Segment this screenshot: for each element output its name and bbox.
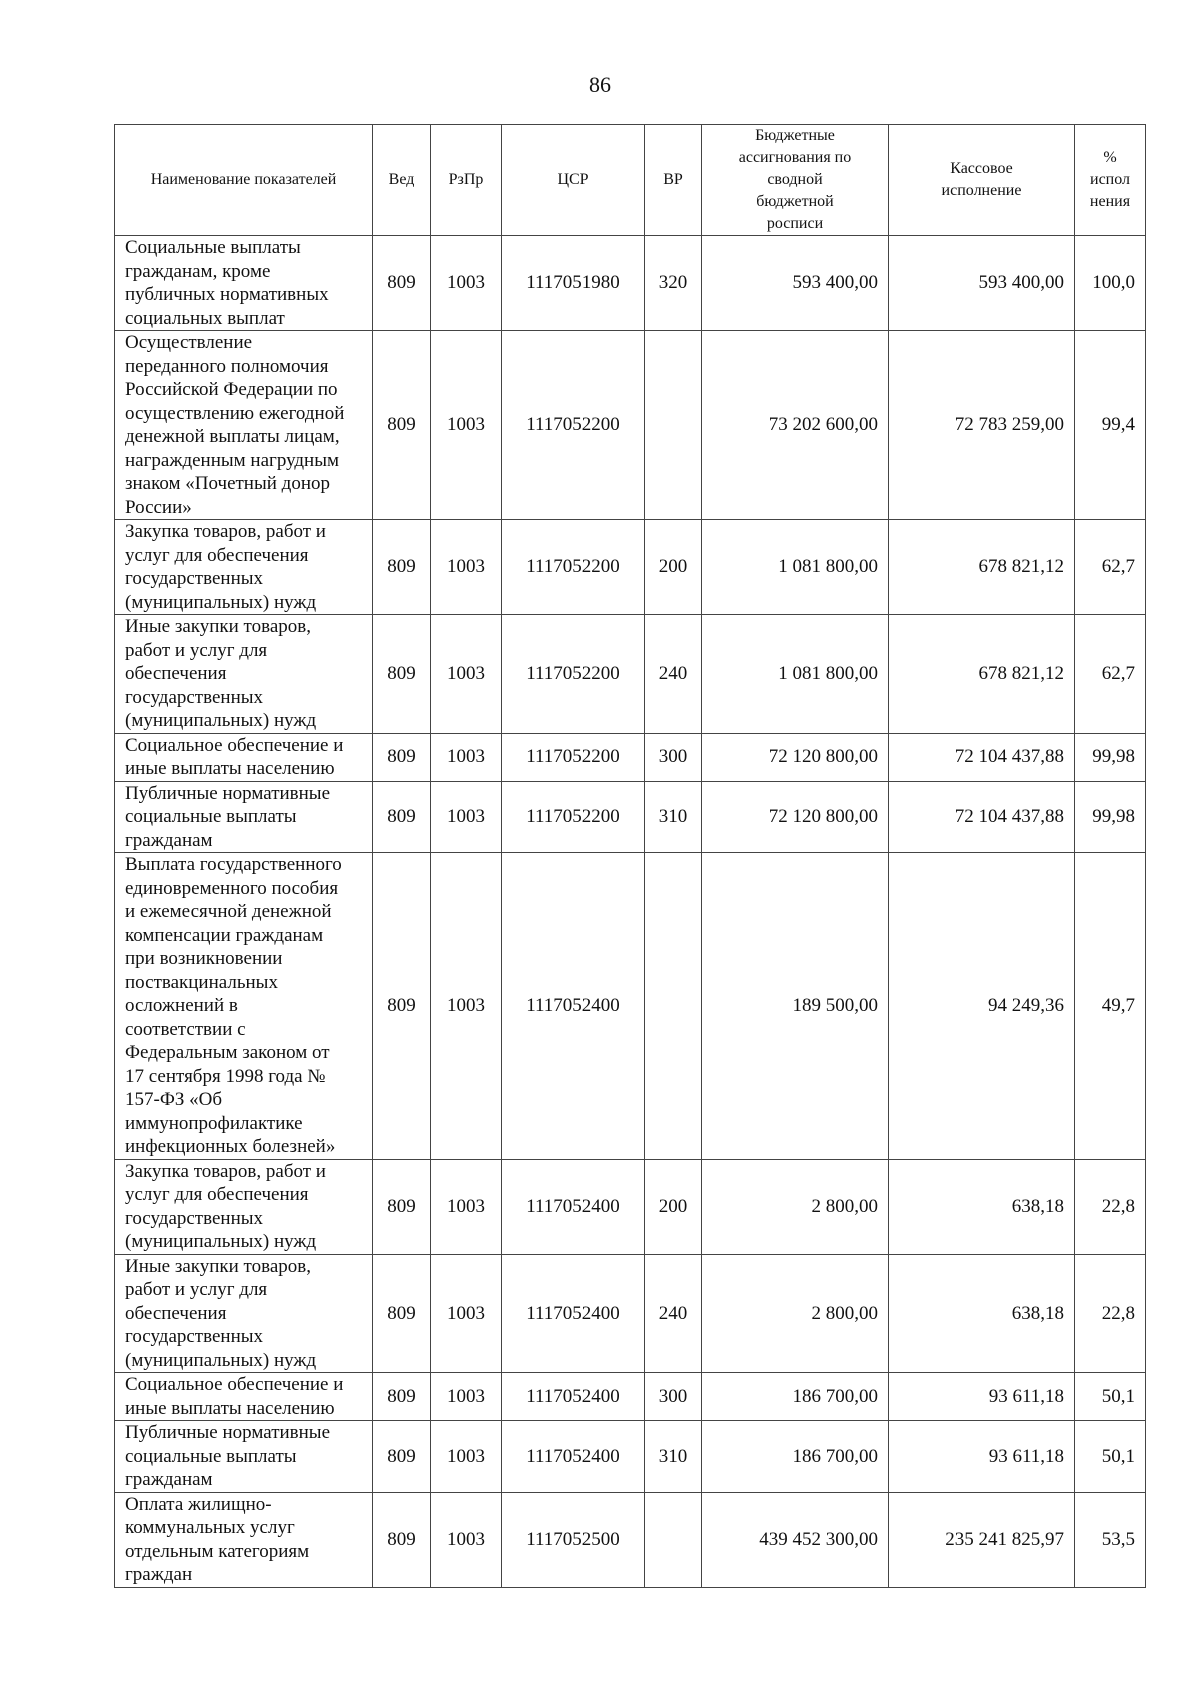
cell-ved: 809: [373, 615, 431, 734]
table-row: [115, 733, 1146, 781]
cell-pct: 99,98: [1075, 733, 1146, 781]
cell-budget: 593 400,00: [702, 236, 889, 331]
cell-vr: [645, 1492, 702, 1587]
cell-pct: 50,1: [1075, 1373, 1146, 1421]
cell-name: Социальные выплаты гражданам, кроме публичных нормативных социальных выплат: [115, 236, 373, 331]
cell-vr: 300: [645, 733, 702, 781]
cell-name: Иные закупки товаров, работ и услуг для обеспечения государственных (муниципальных) нужд: [115, 1254, 373, 1373]
table-row: [115, 615, 1146, 734]
cell-csr: 1117052200: [502, 615, 645, 734]
cell-ved: 809: [373, 781, 431, 853]
cell-cash: 235 241 825,97: [889, 1492, 1075, 1587]
table-row: [115, 1254, 1146, 1373]
cell-pct: 100,0: [1075, 236, 1146, 331]
cell-rzpr: 1003: [431, 331, 502, 520]
header-name: Наименование показателей: [115, 125, 373, 236]
cell-vr: 320: [645, 236, 702, 331]
page-number: 86: [589, 72, 611, 97]
cell-csr: 1117052200: [502, 781, 645, 853]
table-row: [115, 853, 1146, 1160]
cell-pct: 50,1: [1075, 1421, 1146, 1493]
cell-pct: 62,7: [1075, 615, 1146, 734]
cell-csr: 1117052400: [502, 853, 645, 1160]
cell-pct: 22,8: [1075, 1254, 1146, 1373]
cell-budget: 439 452 300,00: [702, 1492, 889, 1587]
cell-budget: 1 081 800,00: [702, 520, 889, 615]
header-csr: ЦСР: [502, 125, 645, 236]
cell-name: Публичные нормативные социальные выплаты гражданам: [115, 781, 373, 853]
cell-vr: 240: [645, 1254, 702, 1373]
cell-name: Закупка товаров, работ и услуг для обеспечения государственных (муниципальных) нужд: [115, 520, 373, 615]
cell-budget: 72 120 800,00: [702, 733, 889, 781]
cell-name: Закупка товаров, работ и услуг для обеспечения государственных (муниципальных) нужд: [115, 1159, 373, 1254]
cell-pct: 62,7: [1075, 520, 1146, 615]
cell-ved: 809: [373, 733, 431, 781]
cell-vr: 310: [645, 781, 702, 853]
cell-ved: 809: [373, 853, 431, 1160]
cell-cash: 638,18: [889, 1159, 1075, 1254]
cell-name: Осуществление переданного полномочия Российской Федерации по осуществлению ежегодной денежной выплаты лицам, награжденным нагрудным знаком «Почетный донор России»: [115, 331, 373, 520]
cell-budget: 2 800,00: [702, 1254, 889, 1373]
cell-rzpr: 1003: [431, 1159, 502, 1254]
cell-ved: 809: [373, 520, 431, 615]
cell-name: Оплата жилищно- коммунальных услуг отдельным категориям граждан: [115, 1492, 373, 1587]
cell-rzpr: 1003: [431, 1254, 502, 1373]
cell-csr: 1117052400: [502, 1373, 645, 1421]
cell-cash: 72 783 259,00: [889, 331, 1075, 520]
cell-vr: 200: [645, 1159, 702, 1254]
cell-cash: 93 611,18: [889, 1421, 1075, 1493]
cell-rzpr: 1003: [431, 236, 502, 331]
cell-budget: 73 202 600,00: [702, 331, 889, 520]
cell-cash: 593 400,00: [889, 236, 1075, 331]
cell-ved: 809: [373, 1373, 431, 1421]
cell-budget: 189 500,00: [702, 853, 889, 1160]
cell-csr: 1117052400: [502, 1254, 645, 1373]
table-row: [115, 331, 1146, 520]
cell-csr: 1117051980: [502, 236, 645, 331]
cell-rzpr: 1003: [431, 853, 502, 1160]
cell-rzpr: 1003: [431, 781, 502, 853]
cell-ved: 809: [373, 331, 431, 520]
cell-csr: 1117052200: [502, 520, 645, 615]
cell-vr: [645, 331, 702, 520]
cell-budget: 72 120 800,00: [702, 781, 889, 853]
cell-cash: 72 104 437,88: [889, 733, 1075, 781]
cell-pct: 22,8: [1075, 1159, 1146, 1254]
table-row: [115, 781, 1146, 853]
cell-ved: 809: [373, 1159, 431, 1254]
cell-name: Социальное обеспечение и иные выплаты населению: [115, 1373, 373, 1421]
cell-pct: 99,4: [1075, 331, 1146, 520]
cell-vr: 300: [645, 1373, 702, 1421]
table-row: [115, 1421, 1146, 1493]
cell-csr: 1117052400: [502, 1421, 645, 1493]
header-budget: Бюджетные ассигнования по сводной бюджетной росписи: [702, 125, 889, 236]
table-row: [115, 1159, 1146, 1254]
cell-budget: 2 800,00: [702, 1159, 889, 1254]
cell-rzpr: 1003: [431, 615, 502, 734]
cell-cash: 94 249,36: [889, 853, 1075, 1160]
cell-ved: 809: [373, 1492, 431, 1587]
cell-rzpr: 1003: [431, 1421, 502, 1493]
cell-csr: 1117052200: [502, 733, 645, 781]
table-row: [115, 236, 1146, 331]
cell-cash: 678 821,12: [889, 520, 1075, 615]
cell-rzpr: 1003: [431, 1373, 502, 1421]
cell-rzpr: 1003: [431, 1492, 502, 1587]
cell-name: Публичные нормативные социальные выплаты гражданам: [115, 1421, 373, 1493]
cell-csr: 1117052500: [502, 1492, 645, 1587]
header-ved: Вед: [373, 125, 431, 236]
header-rzpr: РзПр: [431, 125, 502, 236]
cell-cash: 72 104 437,88: [889, 781, 1075, 853]
cell-rzpr: 1003: [431, 520, 502, 615]
cell-rzpr: 1003: [431, 733, 502, 781]
cell-budget: 186 700,00: [702, 1373, 889, 1421]
cell-pct: 99,98: [1075, 781, 1146, 853]
table-row: [115, 520, 1146, 615]
table-row: [115, 1373, 1146, 1421]
header-cash: Кассовое исполнение: [889, 125, 1075, 236]
cell-ved: 809: [373, 1421, 431, 1493]
cell-ved: 809: [373, 1254, 431, 1373]
header-pct: % испол нения: [1075, 125, 1146, 236]
cell-vr: 240: [645, 615, 702, 734]
cell-vr: 310: [645, 1421, 702, 1493]
cell-pct: 49,7: [1075, 853, 1146, 1160]
table-row: [115, 1492, 1146, 1587]
cell-cash: 678 821,12: [889, 615, 1075, 734]
cell-vr: [645, 853, 702, 1160]
cell-name: Социальное обеспечение и иные выплаты населению: [115, 733, 373, 781]
header-vr: ВР: [645, 125, 702, 236]
cell-cash: 638,18: [889, 1254, 1075, 1373]
cell-ved: 809: [373, 236, 431, 331]
cell-pct: 53,5: [1075, 1492, 1146, 1587]
cell-name: Выплата государственного единовременного пособия и ежемесячной денежной компенсации гражданам при возникновении поствакцинальных осложнений в соответствии с Федеральным законом от 17 сентября 1998 года № 157-ФЗ «Об иммунопрофилактике инфекционных болезней»: [115, 853, 373, 1160]
cell-csr: 1117052200: [502, 331, 645, 520]
cell-name: Иные закупки товаров, работ и услуг для обеспечения государственных (муниципальных) нужд: [115, 615, 373, 734]
cell-budget: 186 700,00: [702, 1421, 889, 1493]
cell-vr: 200: [645, 520, 702, 615]
cell-csr: 1117052400: [502, 1159, 645, 1254]
cell-cash: 93 611,18: [889, 1373, 1075, 1421]
budget-table: [114, 124, 1146, 1588]
cell-budget: 1 081 800,00: [702, 615, 889, 734]
table-header-row: [115, 125, 1146, 236]
